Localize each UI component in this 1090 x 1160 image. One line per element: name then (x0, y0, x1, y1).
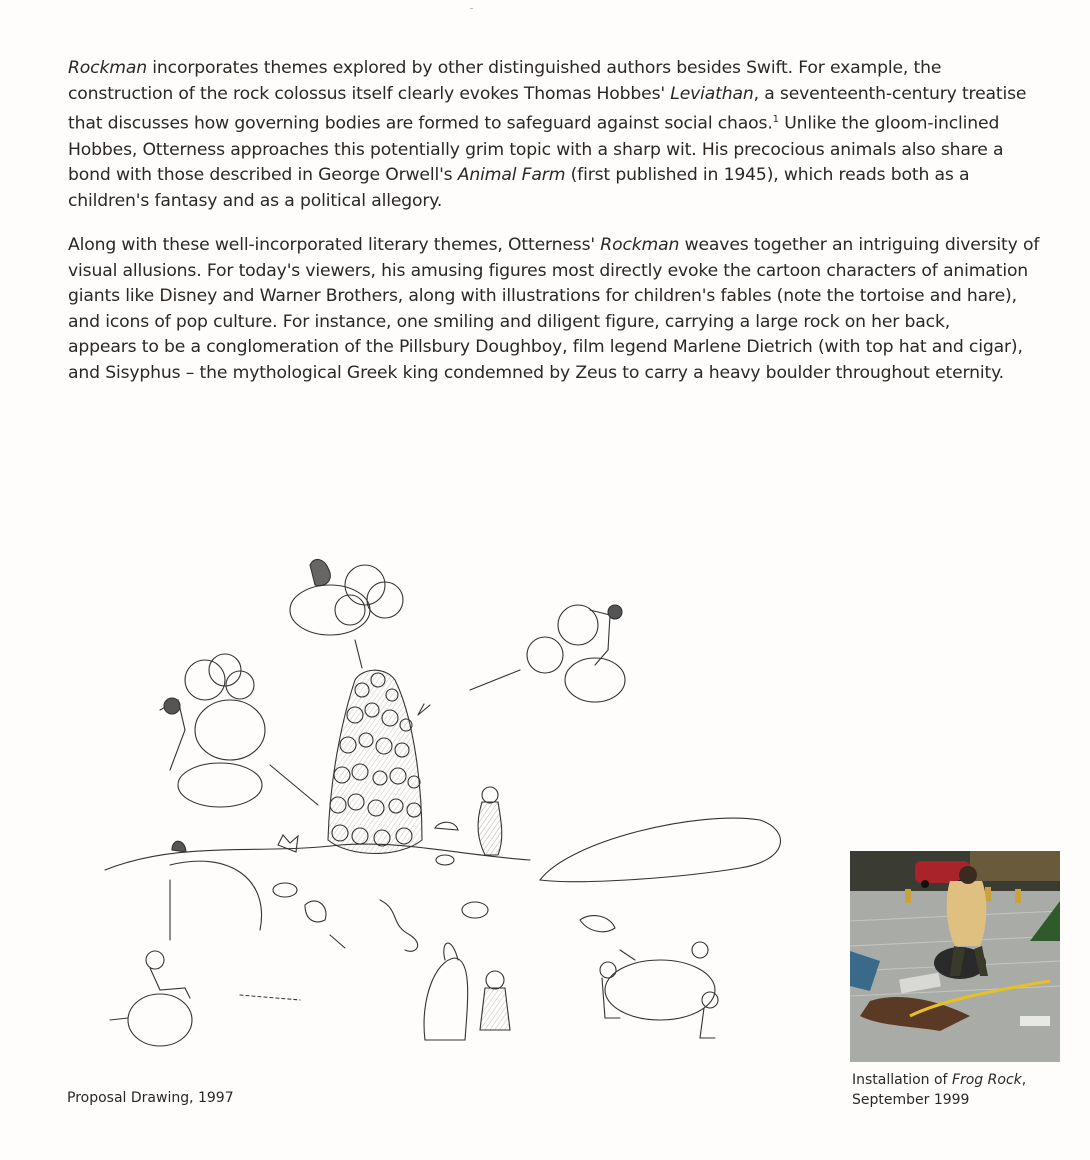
bird-rock (290, 559, 403, 668)
stacked-rock-figure (160, 654, 318, 807)
paragraph-2-line-1: Along with these well-incorporated literary themes, Otterness' Rockman weaves together an intriguing diversity of (68, 235, 1040, 255)
worker (947, 881, 987, 946)
paragraph-2-line-2: visual allusions. For today's viewers, his amusing figures most directly evoke the cartoon characters of animation (68, 260, 1029, 281)
small-animal (278, 835, 298, 852)
standing-figure (478, 787, 502, 855)
paragraph-1-line-1: Rockman incorporates themes explored by other distinguished authors besides Swift. For example, the (68, 58, 942, 78)
arrow (620, 950, 635, 960)
scan-mark (470, 8, 473, 9)
turtle (580, 916, 615, 932)
hill (170, 861, 262, 930)
footnote-ref: 1 (772, 114, 779, 126)
rock-tower (328, 670, 422, 853)
flat-rock (540, 818, 780, 882)
arrow (330, 935, 345, 948)
rock-carriers (600, 942, 718, 1038)
paragraph-2-line-6: and Sisyphus – the mythological Greek king condemned by Zeus to carry a heavy boulder throughout eternity. (68, 362, 1004, 383)
tortoise (462, 902, 488, 918)
paragraph-1-line-2: construction of the rock colossus itself clearly evokes Thomas Hobbes' Leviathan, a seventeenth-century treatise (68, 83, 1027, 104)
photo-caption: Installation of Frog Rock, September 1999 (852, 1072, 1027, 1108)
drawing-caption: Proposal Drawing, 1997 (67, 1090, 234, 1106)
paragraph-1-line-4: Hobbes, Otterness approaches this potentially grim topic with a sharp wit. His precocious animals also share a (68, 139, 1004, 160)
paragraph-2-line-3: giants like Disney and Warner Brothers, along with illustrations for children's fables (note the tortoise and hare), (68, 286, 1017, 307)
frog (305, 901, 326, 922)
small-rock (273, 883, 297, 897)
paragraph-2-line-5: appears to be a conglomeration of the Pillsbury Doughboy, film legend Marlene Dietrich (with top hat and cigar), (68, 337, 1023, 358)
paragraph-2-line-4: and icons of pop culture. For instance, one smiling and diligent figure, carrying a large rock on her back, (68, 311, 951, 332)
paragraph-1 (68, 56, 1063, 214)
sketch-line (240, 995, 300, 1000)
paragraph-1-line-6: children's fantasy and as a political allegory. (68, 190, 443, 211)
ground-line (105, 844, 530, 870)
small-animal (435, 822, 458, 830)
installation-photo (850, 851, 1060, 1062)
snake (380, 900, 418, 951)
paragraph-1-line-3: that discusses how governing bodies are formed to safeguard against social chaos.$^1$ Unlike the gloom-inclined (68, 113, 1000, 134)
paragraph-2 (68, 233, 1063, 387)
hare-and-child (424, 943, 510, 1040)
rock-rider (110, 951, 192, 1046)
proposal-drawing (100, 540, 790, 1060)
small-rock (436, 855, 454, 865)
paragraph-1-line-5: bond with those described in George Orwell's Animal Farm (first published in 1945), which reads both as a (68, 165, 970, 186)
small-animal (172, 841, 186, 852)
sisyphus-figure (418, 605, 625, 715)
